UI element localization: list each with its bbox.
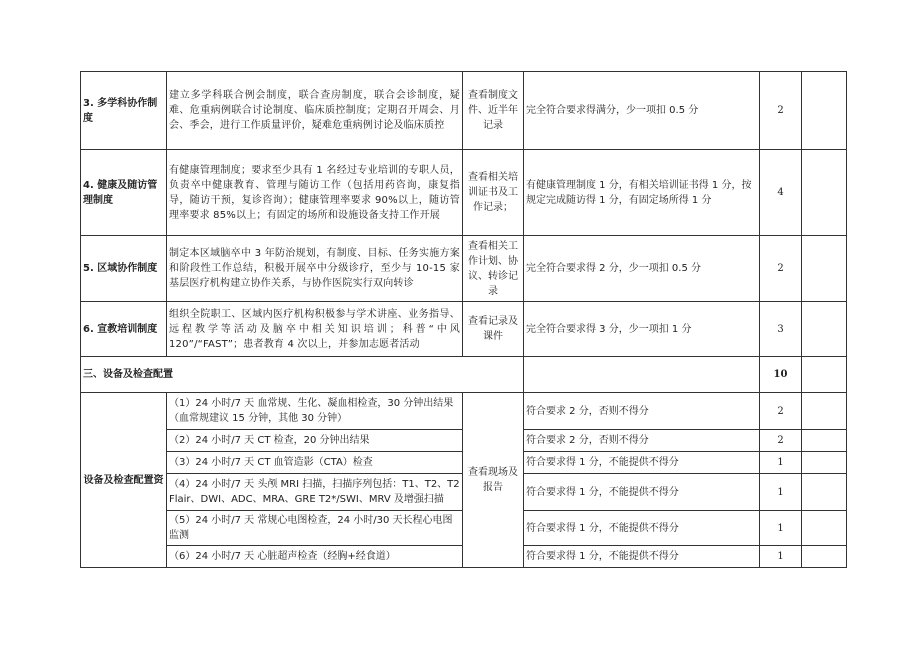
section-score: 10 <box>760 357 802 393</box>
score-cell: 1 <box>760 452 802 474</box>
item-cell: 6. 宣教培训制度 <box>81 302 167 357</box>
score-cell: 3 <box>760 302 802 357</box>
actual-score-cell <box>802 474 847 511</box>
score-cell: 4 <box>760 150 802 236</box>
actual-score-cell <box>802 302 847 357</box>
requirement-cell: 制定本区域脑卒中 3 年防治规划，有制度、目标、任务实施方案和阶段性工作总结，积极开展卒中分级诊疗，至少与 10-15 家基层医疗机构建立协作关系，与协作医院实行双向转诊 <box>167 236 463 302</box>
requirement-cell: （6）24 小时/7 天 心脏超声检查（经胸+经食道） <box>167 546 463 568</box>
score-cell: 1 <box>760 546 802 568</box>
section-title: 三、设备及检查配置 <box>81 357 524 393</box>
requirement-cell: 组织全院职工、区域内医疗机构积极参与学术讲座、业务指导、远程教学等活动及脑卒中相关知识培训；科普“中风 120”/“FAST”；患者教育 4 次以上，并参加志愿者活动 <box>167 302 463 357</box>
table-row <box>81 236 847 302</box>
criteria-cell: 符合要求得 1 分，不能提供不得分 <box>524 511 760 546</box>
table-row <box>81 393 847 430</box>
score-cell: 2 <box>760 393 802 430</box>
actual-score-cell <box>802 150 847 236</box>
criteria-cell: 完全符合要求得满分，少一项扣 0.5 分 <box>524 72 760 150</box>
method-cell: 查看相关培训证书及工作记录； <box>463 150 524 236</box>
requirement-cell: （2）24 小时/7 天 CT 检查，20 分钟出结果 <box>167 430 463 452</box>
score-cell: 1 <box>760 511 802 546</box>
actual-score-cell <box>802 72 847 150</box>
actual-score-cell <box>802 511 847 546</box>
requirement-cell: 有健康管理制度；要求至少具有 1 名经过专业培训的专职人员， 负责卒中健康教育、管理与随访工作（包括用药咨询，康复指导，随访干预，复诊咨询）；健康管理率要求 90%以上，随访管理率要求 85%以上；有固定的场所和设施设备支持工作开展 <box>167 150 463 236</box>
method-cell: 查看相关工作计划、协议、转诊记录 <box>463 236 524 302</box>
section-blank-cell <box>524 357 760 393</box>
criteria-cell: 符合要求得 1 分，不能提供不得分 <box>524 474 760 511</box>
table-row <box>81 302 847 357</box>
item-cell: 3. 多学科协作制度 <box>81 72 167 150</box>
score-cell: 2 <box>760 72 802 150</box>
actual-score-cell <box>802 393 847 430</box>
requirement-cell: （1）24 小时/7 天 血常规、生化、凝血相检查，30 分钟出结果（血常规建议 15 分钟，其他 30 分钟） <box>167 393 463 430</box>
actual-score-cell <box>802 452 847 474</box>
item-cell: 设备及检查配置资 <box>81 393 167 568</box>
score-cell: 2 <box>760 430 802 452</box>
score-cell: 1 <box>760 474 802 511</box>
criteria-cell: 符合要求 2 分，否则不得分 <box>524 430 760 452</box>
criteria-cell: 符合要求 2 分，否则不得分 <box>524 393 760 430</box>
criteria-cell: 完全符合要求得 2 分，少一项扣 0.5 分 <box>524 236 760 302</box>
criteria-cell: 完全符合要求得 3 分，少一项扣 1 分 <box>524 302 760 357</box>
method-cell: 查看记录及课件 <box>463 302 524 357</box>
table-row <box>81 72 847 150</box>
item-cell: 5. 区域协作制度 <box>81 236 167 302</box>
table-row <box>81 150 847 236</box>
score-cell: 2 <box>760 236 802 302</box>
requirement-cell: （5）24 小时/7 天 常规心电图检查，24 小时/30 天长程心电图监测 <box>167 511 463 546</box>
actual-score-cell <box>802 236 847 302</box>
actual-score-cell <box>802 430 847 452</box>
actual-score-cell <box>802 546 847 568</box>
requirement-cell: （4）24 小时/7 天 头颅 MRI 扫描，扫描序列包括：T1、T2、T2 Flair、DWI、ADC、MRA、GRE T2*/SWI、MRV 及增强扫描 <box>167 474 463 511</box>
actual-score-cell <box>802 357 847 393</box>
assessment-table <box>80 71 847 568</box>
item-cell: 4. 健康及随访管理制度 <box>81 150 167 236</box>
requirement-cell: （3）24 小时/7 天 CT 血管造影（CTA）检查 <box>167 452 463 474</box>
section-row <box>81 357 847 393</box>
method-cell: 查看制度文件、近半年记录 <box>463 72 524 150</box>
method-cell: 查看现场及报告 <box>463 393 524 568</box>
requirement-cell: 建立多学科联合例会制度，联合查房制度，联合会诊制度，疑难、危重病例联合讨论制度、临床质控制度；定期召开周会、月会、季会，进行工作质量评价，疑难危重病例讨论及临床质控 <box>167 72 463 150</box>
criteria-cell: 符合要求得 1 分，不能提供不得分 <box>524 546 760 568</box>
criteria-cell: 有健康管理制度 1 分，有相关培训证书得 1 分，按规定完成随访得 1 分，有固定场所得 1 分 <box>524 150 760 236</box>
criteria-cell: 符合要求得 1 分，不能提供不得分 <box>524 452 760 474</box>
